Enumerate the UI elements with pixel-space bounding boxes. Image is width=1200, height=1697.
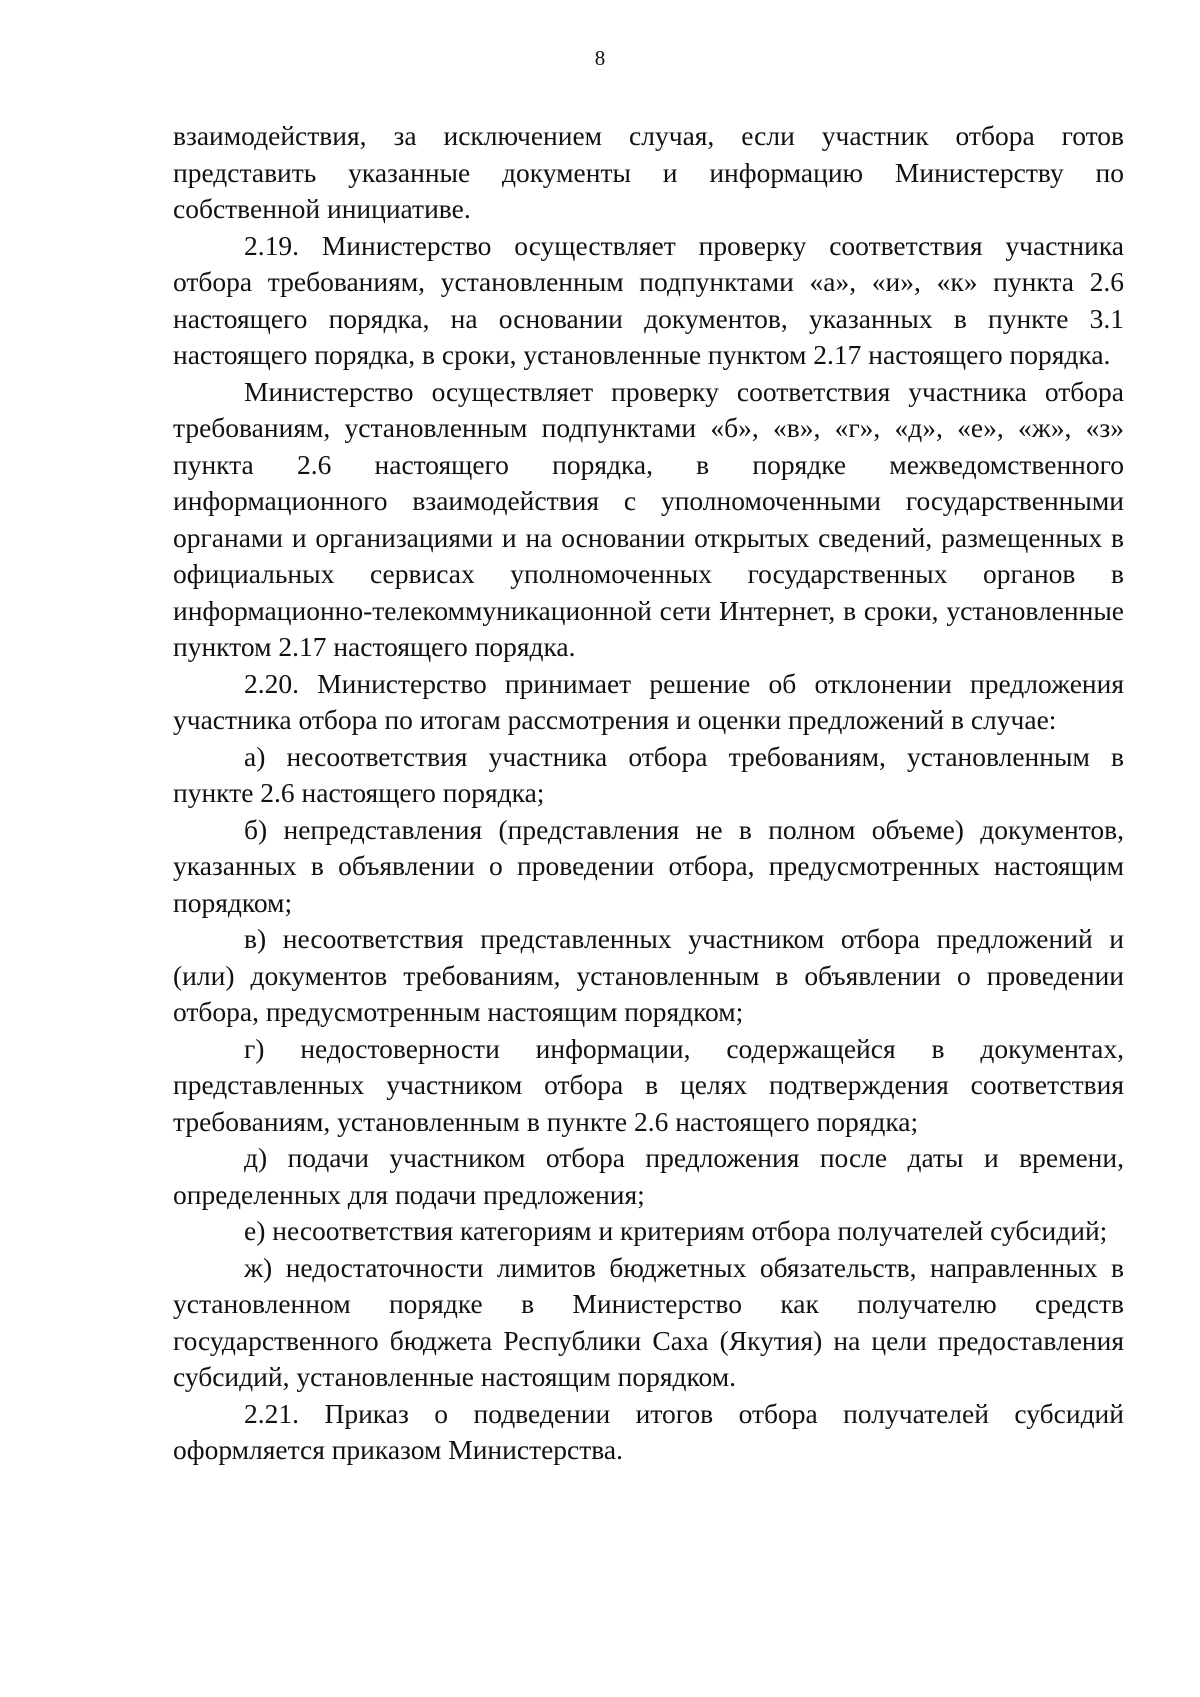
list-item-e: е) несоответствия категориям и критериям отбора получателей субсидий; <box>244 1215 1108 1246</box>
list-item-b: б) непредставления (представления не в полном объеме) документов, указанных в объявлении о проведении отбора, предусмотренных настоящим порядком; <box>173 813 1124 918</box>
paragraph-2-19: 2.19. Министерство осуществляет проверку соответствия участника отбора требованиям, установленным подпунктами «а», «и», «к» пункта 2.6 настоящего порядка, на основании документов, указанных в пункте 3.1 настоящего порядка, в сроки, установленные пунктом 2.17 настоящего порядка. <box>173 229 1124 370</box>
paragraph-2-21: 2.21. Приказ о подведении итогов отбора получателей субсидий оформляется приказом Министерства. <box>173 1397 1124 1465</box>
paragraph-2-20: 2.20. Министерство принимает решение об отклонении предложения участника отбора по итогам рассмотрения и оценки предложений в случае: <box>173 667 1124 735</box>
page-number: 8 <box>594 46 606 70</box>
paragraph-continuation: взаимодействия, за исключением случая, если участник отбора готов представить указанные документы и информацию Министерству по собственной инициативе. <box>173 120 1124 224</box>
paragraph-2-19-verification: Министерство осуществляет проверку соответствия участника отбора требованиям, установленным подпунктами «б», «в», «г», «д», «е», «ж», «з» пункта 2.6 настоящего порядка, в порядке межведомственного информационного взаимодействия с уполномоченными государственными органами и организациями и на основании открытых сведений, размещенных в официальных сервисах уполномоченных государственных органов в информационно-телекоммуникационной сети Интернет, в сроки, установленные пунктом 2.17 настоящего порядка. <box>173 375 1124 662</box>
document-body <box>173 118 1124 1469</box>
list-item-v: в) несоответствия представленных участником отбора предложений и (или) документов требованиям, установленным в объявлении о проведении отбора, предусмотренным настоящим порядком; <box>173 923 1124 1027</box>
list-item-g: г) недостоверности информации, содержащейся в документах, представленных участником отбора в целях подтверждения соответствия требованиям, установленным в пункте 2.6 настоящего порядка; <box>173 1032 1124 1137</box>
list-item-a: а) несоответствия участника отбора требованиям, установленным в пункте 2.6 настоящего порядка; <box>173 740 1124 808</box>
list-item-zh: ж) недостаточности лимитов бюджетных обязательств, направленных в установленном порядке в Министерство как получателю средств государственного бюджета Республики Саха (Якутия) на цели предоставления субсидий, установленные настоящим порядком. <box>173 1251 1124 1392</box>
list-item-d: д) подачи участником отбора предложения после даты и времени, определенных для подачи предложения; <box>173 1142 1124 1210</box>
